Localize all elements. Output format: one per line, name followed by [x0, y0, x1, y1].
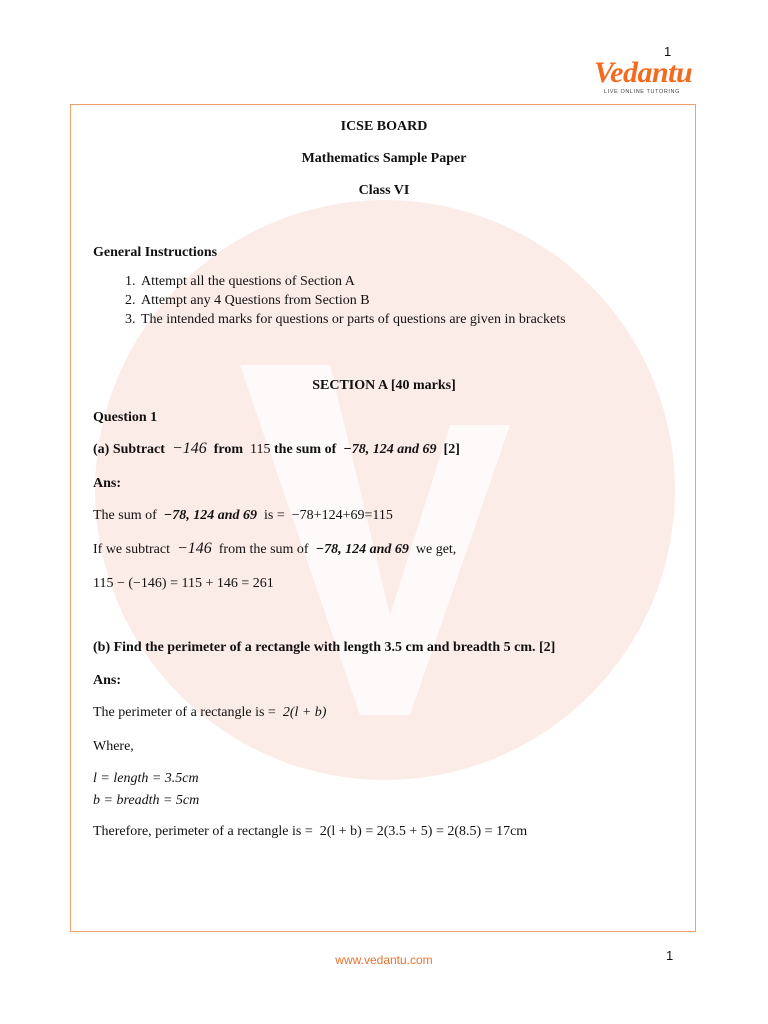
q1a-ans-line-2: [93, 540, 456, 559]
q1a-l1-pre: The sum of: [93, 508, 157, 523]
q1b-l1-formula: 2(l + b): [282, 705, 327, 720]
q1a-marks: [2]: [443, 442, 460, 457]
footer-url: www.vedantu.com: [335, 953, 433, 967]
q1b-final-pre: Therefore, perimeter of a rectangle is =: [93, 824, 313, 839]
q1a-l2-num: −146: [176, 540, 212, 557]
q1b-ans-label: Ans:: [93, 673, 122, 688]
list-item: 1. Attempt all the questions of Section A: [139, 273, 566, 292]
q1a-from: from: [213, 442, 244, 457]
q1a-l2-pre: If we subtract: [93, 542, 170, 557]
question-1-label: Question 1: [93, 410, 158, 425]
page-number-bottom: 1: [666, 948, 674, 963]
q1a-ans-label: Ans:: [93, 476, 122, 491]
instructions-list: [93, 273, 566, 330]
q1a-l2-terms: −78, 124 and 69: [315, 542, 409, 557]
q1b-ans-line-1: [93, 704, 326, 722]
section-a-title: SECTION A [40 marks]: [312, 378, 456, 393]
q1b-where: Where,: [93, 739, 134, 754]
q1b-def-b: b = breadth = 5cm: [93, 793, 200, 808]
instructions-heading: General Instructions: [93, 245, 218, 260]
q1a-ans-line-1: [93, 507, 393, 525]
q1a-rest: the sum of: [274, 442, 337, 457]
list-item: 2. Attempt any 4 Questions from Section B: [139, 292, 566, 311]
question-1b: (b) Find the perimeter of a rectangle with length 3.5 cm and breadth 5 cm. [2]: [93, 640, 556, 655]
class-title: Class VI: [358, 183, 410, 198]
q1a-number-1: −146: [171, 440, 207, 457]
board-title: ICSE BOARD: [340, 119, 428, 134]
q1a-ans-line-3: 115 − (−146) = 115 + 146 = 261: [93, 576, 274, 591]
vedantu-logo: [594, 58, 704, 100]
q1a-terms: −78, 124 and 69: [343, 442, 437, 457]
q1a-l2-end: we get,: [415, 542, 457, 557]
page-number-top: 1: [664, 44, 672, 59]
paper-title: Mathematics Sample Paper: [301, 151, 467, 166]
q1a-l1-terms: −78, 124 and 69: [163, 508, 258, 523]
q1b-l1-pre: The perimeter of a rectangle is =: [93, 705, 276, 720]
q1b-final-line: [93, 823, 527, 841]
q1b-def-l: l = length = 3.5cm: [93, 771, 199, 786]
list-item: 3. The intended marks for questions or parts of questions are given in brackets: [139, 311, 566, 330]
q1a-label: (a) Subtract: [93, 442, 165, 457]
logo-tagline: LIVE ONLINE TUTORING: [604, 89, 680, 95]
q1a-l1-is: is =: [264, 508, 285, 523]
q1a-l2-mid: from the sum of: [218, 542, 309, 557]
q1a-l1-expr: −78+124+69=115: [291, 508, 393, 523]
q1b-final-expr: 2(l + b) = 2(3.5 + 5) = 2(8.5) = 17cm: [319, 824, 528, 839]
logo-wordmark: Vedantu: [594, 56, 693, 89]
question-1a: [93, 440, 460, 459]
q1a-number-2: 115: [250, 442, 271, 457]
